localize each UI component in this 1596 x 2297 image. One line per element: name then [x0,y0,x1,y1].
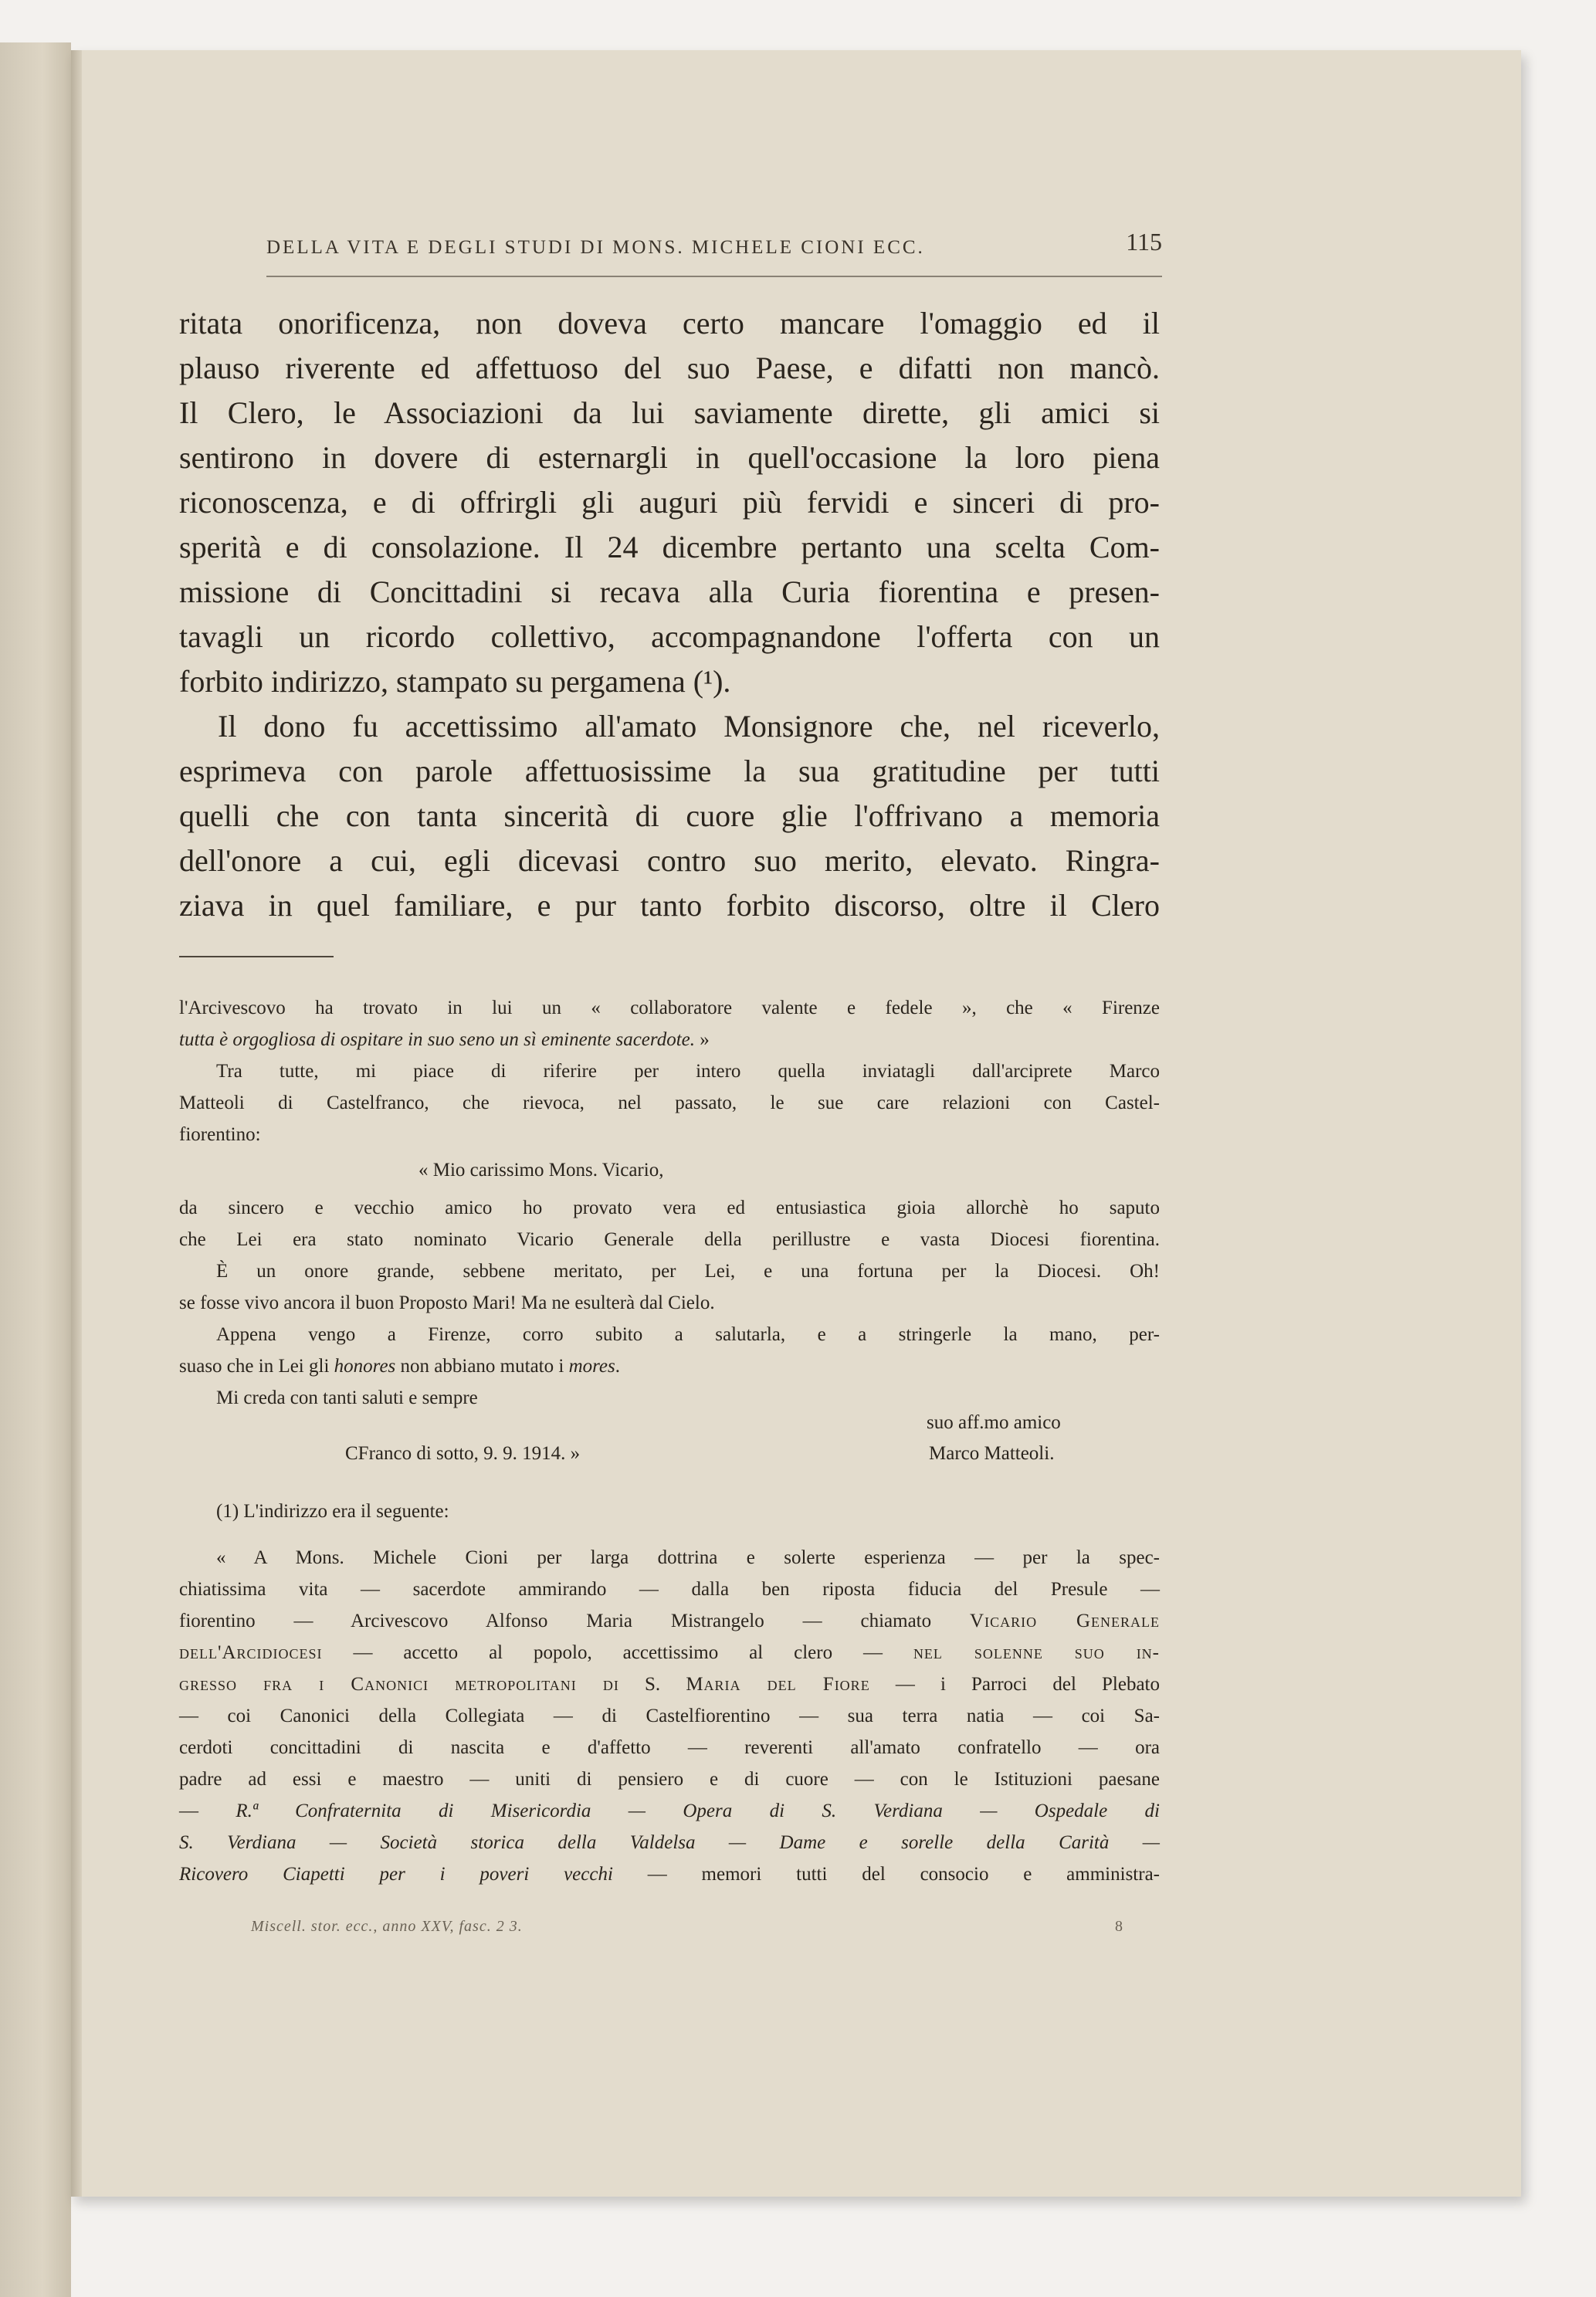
footnote-continuation [179,992,1160,1150]
text-line: riconoscenza, e di offrirgli gli auguri più fervidi e sinceri di pro- [179,485,1160,520]
header-rule [266,276,1162,277]
text-line: sperità e di consolazione. Il 24 dicembre pertanto una scelta Com- [179,530,1160,564]
letter-line: Appena vengo a Firenze, corro subito a salutarla, e a stringerle la mano, per- [216,1324,1160,1345]
signature-line-1: suo aff.mo amico [927,1412,1061,1433]
text-fragment: suaso che in Lei gli [179,1356,334,1377]
footnote-line [179,1024,1160,1055]
smallcaps-text: nel solenne suo in- [913,1642,1161,1663]
letter-signature-name [929,1438,1161,1469]
letter-line: da sincero e vecchio amico ho provato vera ed entusiastica gioia allorchè ho saputo [179,1198,1160,1218]
italic-text: Ricovero Ciapetti per i poveri vecchi [179,1864,613,1885]
text-line: Il Clero, le Associazioni da lui saviamente dirette, gli amici si [179,395,1160,430]
letter-line: È un onore grande, sebbene meritato, per Lei, e una fortuna per la Diocesi. Oh! [216,1261,1160,1282]
text-line: tavagli un ricordo collettivo, accompagnandone l'offerta con un [179,619,1160,654]
text-fragment: S. [618,1674,686,1695]
letter-line: che Lei era stato nominato Vicario Generale della perillustre e vasta Diocesi fiorentina. [179,1229,1160,1250]
paragraph-1 [179,301,1160,704]
signature-mark: 8 [1115,1918,1123,1935]
smallcaps-text: gresso fra i Canonici metropolitani di [179,1674,619,1695]
footnote-ref: (¹). [693,664,731,699]
footnote-1-label [216,1496,834,1527]
journal-reference: Miscell. stor. ecc., anno XXV, fasc. 2 3. [251,1918,523,1935]
quote-italic: tutta è orgogliosa di ospitare in suo seno un sì eminente sacerdote. [179,1029,695,1050]
text-line: esprimeva con parole affettuosissime la sua gratitudine per tutti [179,754,1160,788]
address-text [179,1542,1160,1890]
text-fragment: . [615,1356,621,1377]
address-line [179,1827,1160,1858]
footnote-line: l'Arcivescovo ha trovato in lui un « collaboratore valente e fedele », che « Firenze [179,998,1160,1018]
address-line: cerdoti concittadini di nascita e d'affetto — reverenti all'amato confratello — ora [179,1737,1160,1758]
letter-signature-line [927,1407,1158,1438]
footnote-line: Tra tutte, mi piace di riferire per intero quella inviatagli dall'arciprete Marco [216,1061,1160,1082]
text-line: missione di Concittadini si recava alla Curia fiorentina e presen- [179,574,1160,609]
left-page-edge [0,42,71,2297]
address-line [179,1605,1160,1637]
footnote-rule [179,956,334,957]
text-fragment: — [179,1801,236,1821]
page-number: 115 [1126,228,1162,256]
text-fragment: — memori tutti del consocio e amministra- [612,1864,1160,1885]
latin-word: honores [334,1356,396,1377]
smallcaps-text: Maria del Fiore [686,1674,870,1695]
address-line [179,1795,1160,1827]
text-fragment: forbito indirizzo, stampato su pergamena [179,664,686,699]
address-line [179,1858,1160,1890]
text-line: quelli che con tanta sincerità di cuore glie l'offrivano a memoria [179,798,1160,833]
italic-text: S. Verdiana — Società storica della Valdelsa — Dame e sorelle della Carità — [179,1832,1160,1853]
letter-line [179,1350,1160,1382]
address-line: padre ad essi e maestro — uniti di pensiero e di cuore — con le Istituzioni paesane [179,1769,1160,1790]
text-line: ritata onorificenza, non doveva certo mancare l'omaggio ed il [179,306,1160,340]
letter-closing: Mi creda con tanti saluti e sempre [216,1387,478,1408]
text-fragment: — accetto al popolo, accettissimo al clero — [322,1642,913,1663]
header-title: DELLA VITA E DEGLI STUDI DI MONS. MICHELE CIONI ECC. [266,237,925,258]
text-line: ziava in quel familiare, e pur tanto forbito discorso, oltre il Clero [179,888,1160,923]
smallcaps-text: Vicario Generale [970,1611,1161,1631]
page-spine [71,50,82,2197]
address-line: chiatissima vita — sacerdote ammirando — dalla ben riposta fiducia del Presule — [179,1579,1160,1600]
smallcaps-text: dell'Arcidiocesi [179,1642,323,1663]
page-footer [251,1918,1123,1936]
text-line-last [179,659,1160,704]
text-fragment: non abbiano mutato i [395,1356,569,1377]
main-text [179,301,1160,928]
text-line: plauso riverente ed affettuoso del suo Paese, e difatti non mancò. [179,351,1160,385]
text-line: Il dono fu accettissimo all'amato Monsignore che, nel riceverlo, [218,709,1160,744]
letter-place-date [345,1438,731,1469]
quote-end: » [695,1029,710,1050]
paragraph-2 [179,704,1160,928]
text-fragment: — i Parroci del Plebato [869,1674,1161,1695]
text-line: sentirono in dovere di esternargli in quell'occasione la loro piena [179,440,1160,475]
letter [179,1154,1160,1414]
letter-greeting: « Mio carissimo Mons. Vicario, [418,1160,664,1181]
footnote-line: fiorentino: [179,1124,261,1145]
running-header [266,189,1162,274]
address-line: — coi Canonici della Collegiata — di Castelfiorentino — sua terra natia — coi Sa- [179,1706,1160,1726]
letter-line: se fosse vivo ancora il buon Proposto Mari! Ma ne esulterà dal Cielo. [179,1292,715,1313]
italic-text: R.ª Confraternita di Misericordia — Opera di S. Verdiana — Ospedale di [236,1801,1161,1821]
footnote-label: (1) L'indirizzo era il seguente: [216,1501,449,1522]
address-line [179,1637,1160,1669]
address-line: « A Mons. Michele Cioni per larga dottrina e solerte esperienza — per la spec- [216,1547,1160,1568]
text-fragment: fiorentino — Arcivescovo Alfonso Maria Mistrangelo — chiamato [179,1611,971,1631]
place-date: CFranco di sotto, 9. 9. 1914. » [345,1443,581,1464]
address-line [179,1669,1160,1700]
text-line: dell'onore a cui, egli dicevasi contro suo merito, elevato. Ringra- [179,843,1160,878]
footnote-line: Matteoli di Castelfranco, che rievoca, nel passato, le sue care relazioni con Castel- [179,1093,1160,1113]
latin-word: mores [568,1356,615,1377]
signature-name: Marco Matteoli. [929,1443,1055,1464]
